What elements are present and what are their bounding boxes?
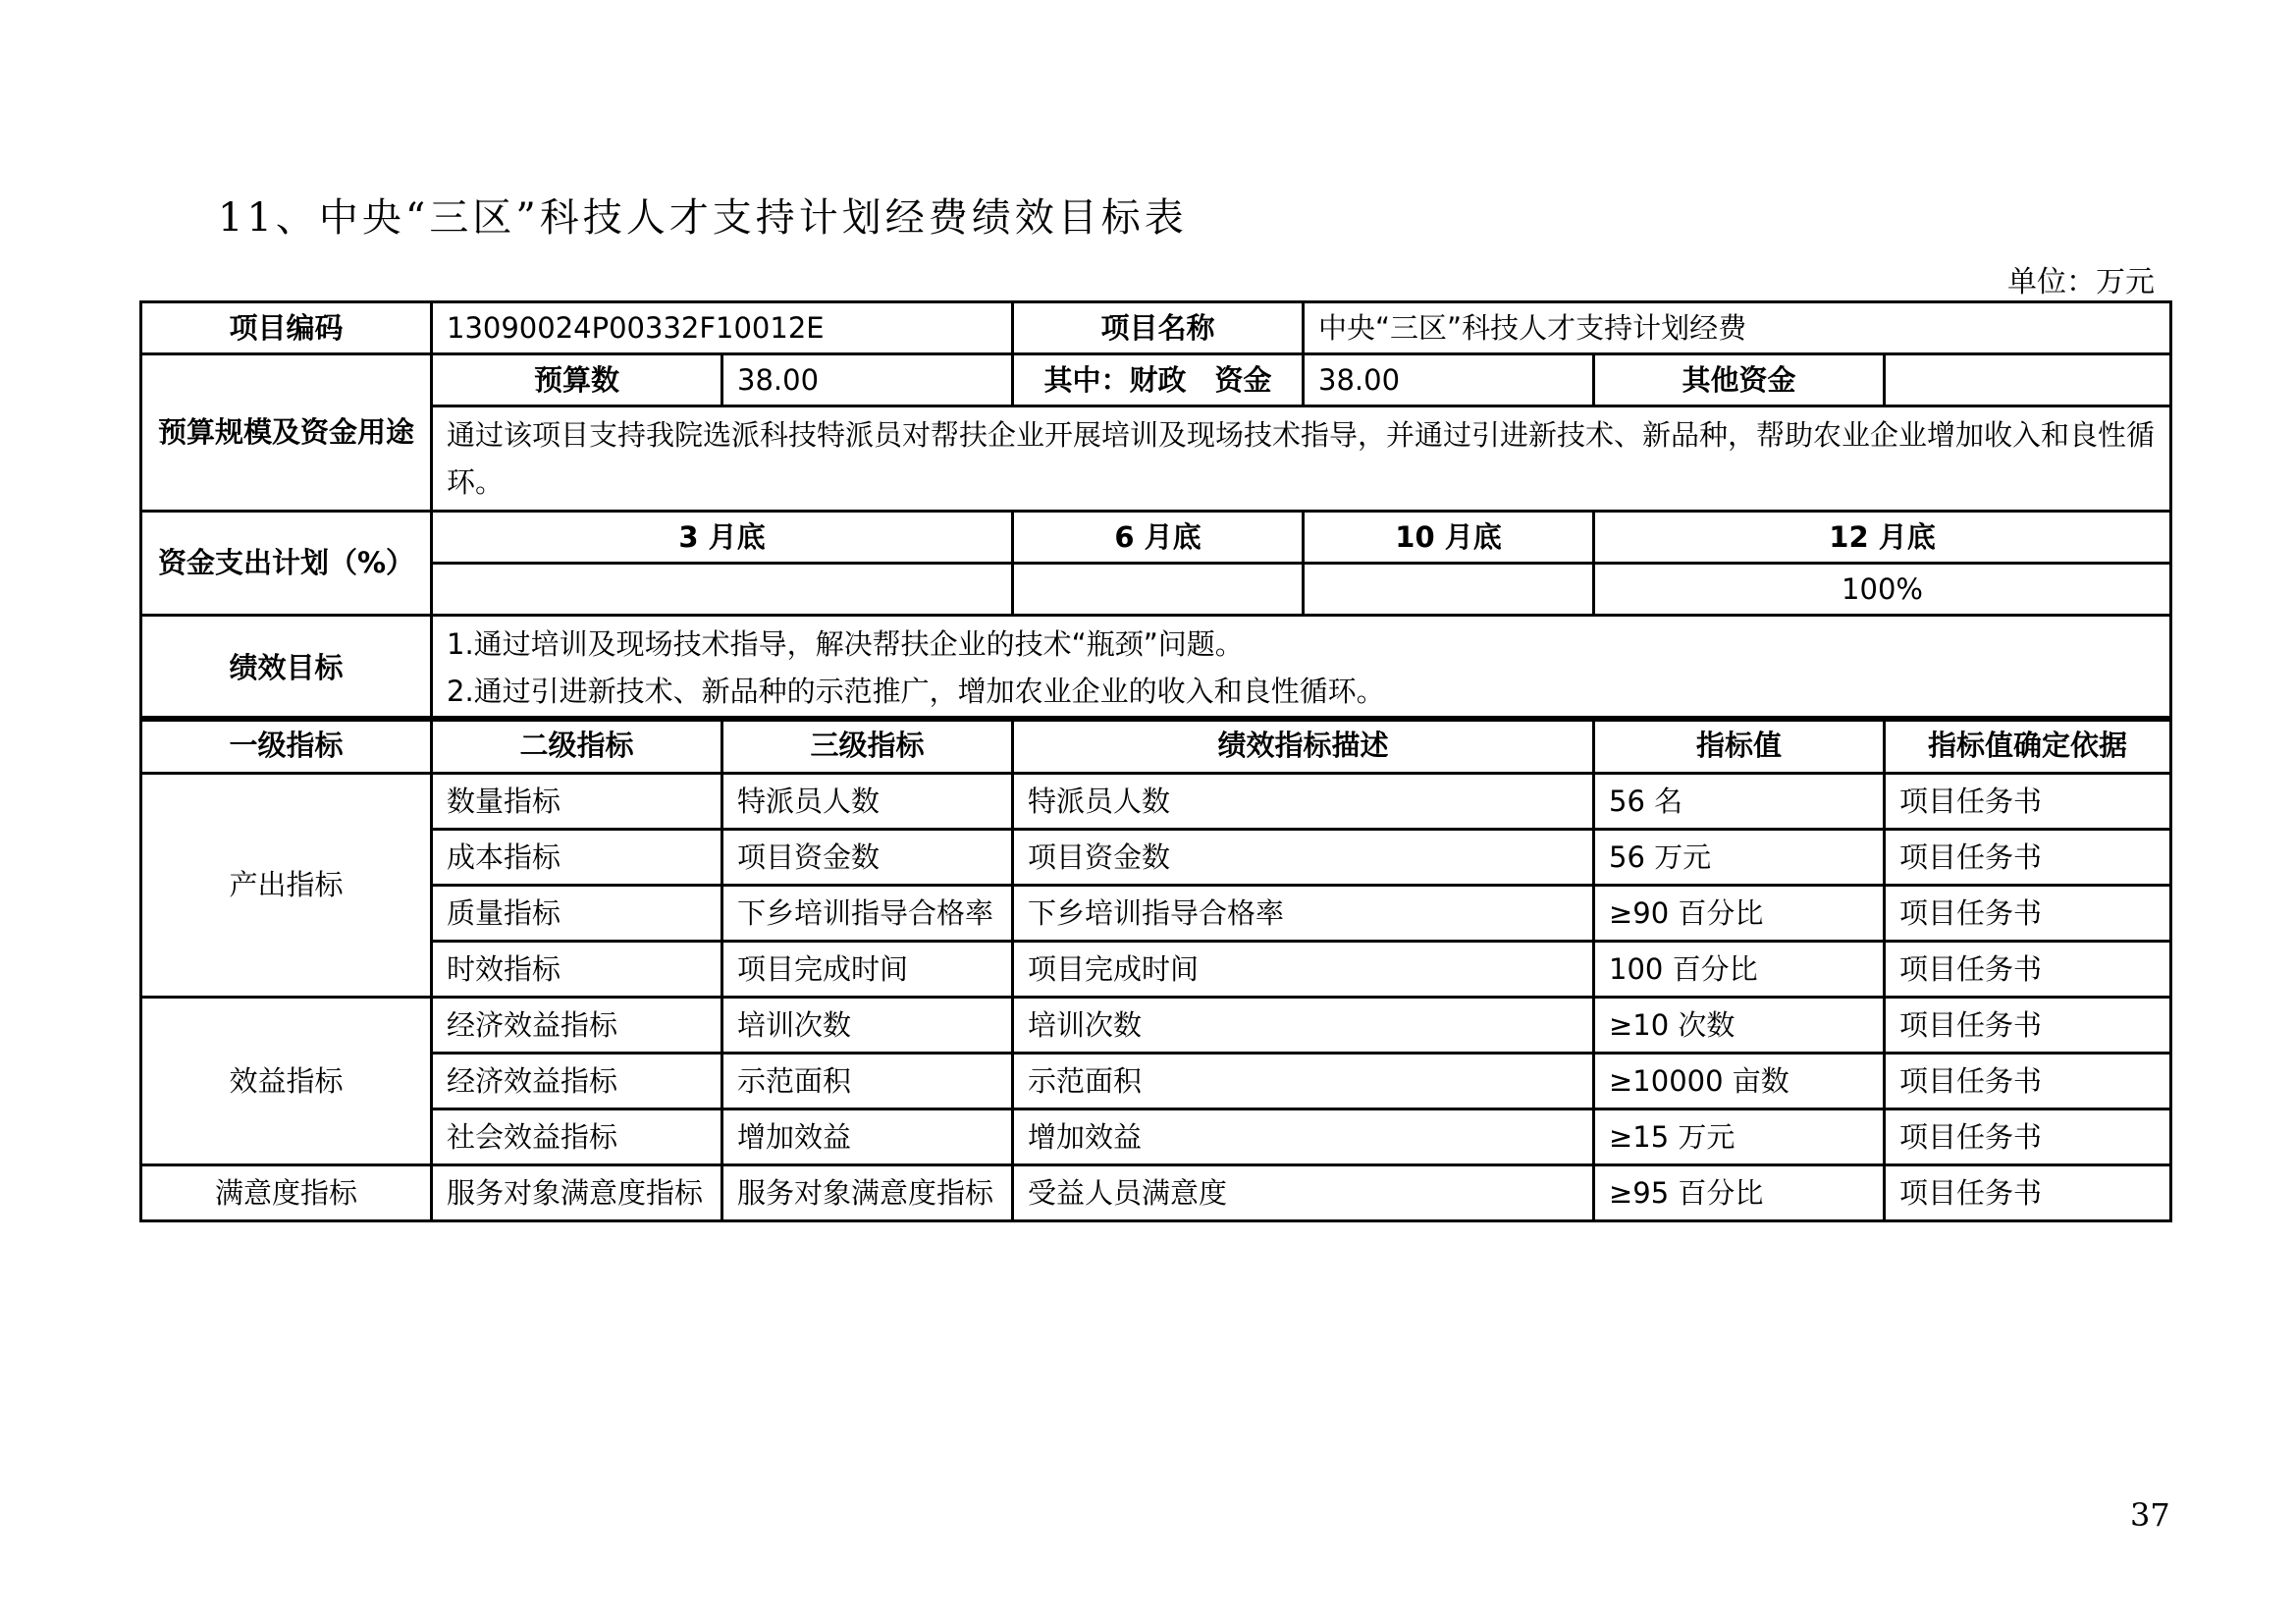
desc-cell: 特派员人数 <box>1013 774 1594 830</box>
month-header: 6 月底 <box>1013 512 1304 564</box>
finance-value: 38.00 <box>1304 354 1594 406</box>
desc-cell: 项目完成时间 <box>1013 942 1594 998</box>
level3-cell: 示范面积 <box>722 1054 1013 1109</box>
code-label: 项目编码 <box>141 302 432 354</box>
code-value: 13090024P00332F10012E <box>432 302 1013 354</box>
column-header: 指标值确定依据 <box>1885 718 2171 774</box>
month-value: 100% <box>1594 564 2171 616</box>
basis-cell: 项目任务书 <box>1885 830 2171 886</box>
table-header-row <box>141 718 2171 774</box>
unit-label: 单位：万元 <box>2007 265 2155 299</box>
page-number: 37 <box>2130 1496 2170 1534</box>
level1-cell: 产出指标 <box>141 774 432 998</box>
level3-cell: 项目完成时间 <box>722 942 1013 998</box>
table-row <box>141 616 2171 721</box>
month-value <box>1304 564 1594 616</box>
table-row <box>141 354 2171 406</box>
value-cell: ≥90 百分比 <box>1594 886 1885 942</box>
value-cell: ≥10000 亩数 <box>1594 1054 1885 1109</box>
table-row <box>141 1054 2171 1109</box>
level3-cell: 培训次数 <box>722 998 1013 1054</box>
desc-cell: 增加效益 <box>1013 1109 1594 1165</box>
other-funds-value <box>1885 354 2171 406</box>
name-value: 中央“三区”科技人才支持计划经费 <box>1304 302 2171 354</box>
table-row <box>141 774 2171 830</box>
value-cell: ≥10 次数 <box>1594 998 1885 1054</box>
table-row <box>141 886 2171 942</box>
desc-cell: 示范面积 <box>1013 1054 1594 1109</box>
basis-cell: 项目任务书 <box>1885 886 2171 942</box>
table-row <box>141 1109 2171 1165</box>
basis-cell: 项目任务书 <box>1885 774 2171 830</box>
level3-cell: 特派员人数 <box>722 774 1013 830</box>
desc-cell: 培训次数 <box>1013 998 1594 1054</box>
name-label: 项目名称 <box>1013 302 1304 354</box>
plan-label: 资金支出计划（%） <box>141 512 432 616</box>
desc-cell: 项目资金数 <box>1013 830 1594 886</box>
column-header: 绩效指标描述 <box>1013 718 1594 774</box>
indicator-table <box>139 716 2172 1222</box>
level2-cell: 质量指标 <box>432 886 722 942</box>
goal-text <box>432 616 2171 721</box>
column-header: 指标值 <box>1594 718 1885 774</box>
level3-cell: 项目资金数 <box>722 830 1013 886</box>
level2-cell: 经济效益指标 <box>432 1054 722 1109</box>
level1-cell: 效益指标 <box>141 998 432 1165</box>
level1-cell: 满意度指标 <box>141 1165 432 1221</box>
month-value <box>432 564 1013 616</box>
level3-cell: 增加效益 <box>722 1109 1013 1165</box>
basis-cell: 项目任务书 <box>1885 1165 2171 1221</box>
column-header: 三级指标 <box>722 718 1013 774</box>
month-header: 10 月底 <box>1304 512 1594 564</box>
level3-cell: 下乡培训指导合格率 <box>722 886 1013 942</box>
table-row <box>141 830 2171 886</box>
basis-cell: 项目任务书 <box>1885 942 2171 998</box>
budget-label: 预算规模及资金用途 <box>141 354 432 512</box>
table-row <box>141 942 2171 998</box>
table-row <box>141 564 2171 616</box>
table-row <box>141 302 2171 354</box>
level2-cell: 时效指标 <box>432 942 722 998</box>
level2-cell: 经济效益指标 <box>432 998 722 1054</box>
value-cell: 56 名 <box>1594 774 1885 830</box>
level2-cell: 数量指标 <box>432 774 722 830</box>
purpose-text: 通过该项目支持我院选派科技特派员对帮扶企业开展培训及现场技术指导，并通过引进新技术、新品种，帮助农业企业增加收入和良性循环。 <box>432 406 2171 512</box>
month-value <box>1013 564 1304 616</box>
project-info-table <box>139 300 2172 722</box>
goal-line: 1.通过培训及现场技术指导，解决帮扶企业的技术“瓶颈”问题。 <box>447 627 1244 661</box>
value-cell: 56 万元 <box>1594 830 1885 886</box>
goal-line: 2.通过引进新技术、新品种的示范推广，增加农业企业的收入和良性循环。 <box>447 675 1385 708</box>
desc-cell: 受益人员满意度 <box>1013 1165 1594 1221</box>
column-header: 二级指标 <box>432 718 722 774</box>
finance-label: 其中：财政 资金 <box>1013 354 1304 406</box>
goal-label: 绩效目标 <box>141 616 432 721</box>
budget-num-label: 预算数 <box>432 354 722 406</box>
level2-cell: 服务对象满意度指标 <box>432 1165 722 1221</box>
level2-cell: 社会效益指标 <box>432 1109 722 1165</box>
page-title: 11、中央“三区”科技人才支持计划经费绩效目标表 <box>218 195 1188 241</box>
basis-cell: 项目任务书 <box>1885 998 2171 1054</box>
value-cell: ≥95 百分比 <box>1594 1165 1885 1221</box>
basis-cell: 项目任务书 <box>1885 1109 2171 1165</box>
month-header: 3 月底 <box>432 512 1013 564</box>
value-cell: 100 百分比 <box>1594 942 1885 998</box>
table-row <box>141 1165 2171 1221</box>
table-row <box>141 406 2171 512</box>
level3-cell: 服务对象满意度指标 <box>722 1165 1013 1221</box>
column-header: 一级指标 <box>141 718 432 774</box>
table-row <box>141 998 2171 1054</box>
other-funds-label: 其他资金 <box>1594 354 1885 406</box>
level2-cell: 成本指标 <box>432 830 722 886</box>
budget-num-value: 38.00 <box>722 354 1013 406</box>
desc-cell: 下乡培训指导合格率 <box>1013 886 1594 942</box>
basis-cell: 项目任务书 <box>1885 1054 2171 1109</box>
value-cell: ≥15 万元 <box>1594 1109 1885 1165</box>
table-row <box>141 512 2171 564</box>
month-header: 12 月底 <box>1594 512 2171 564</box>
